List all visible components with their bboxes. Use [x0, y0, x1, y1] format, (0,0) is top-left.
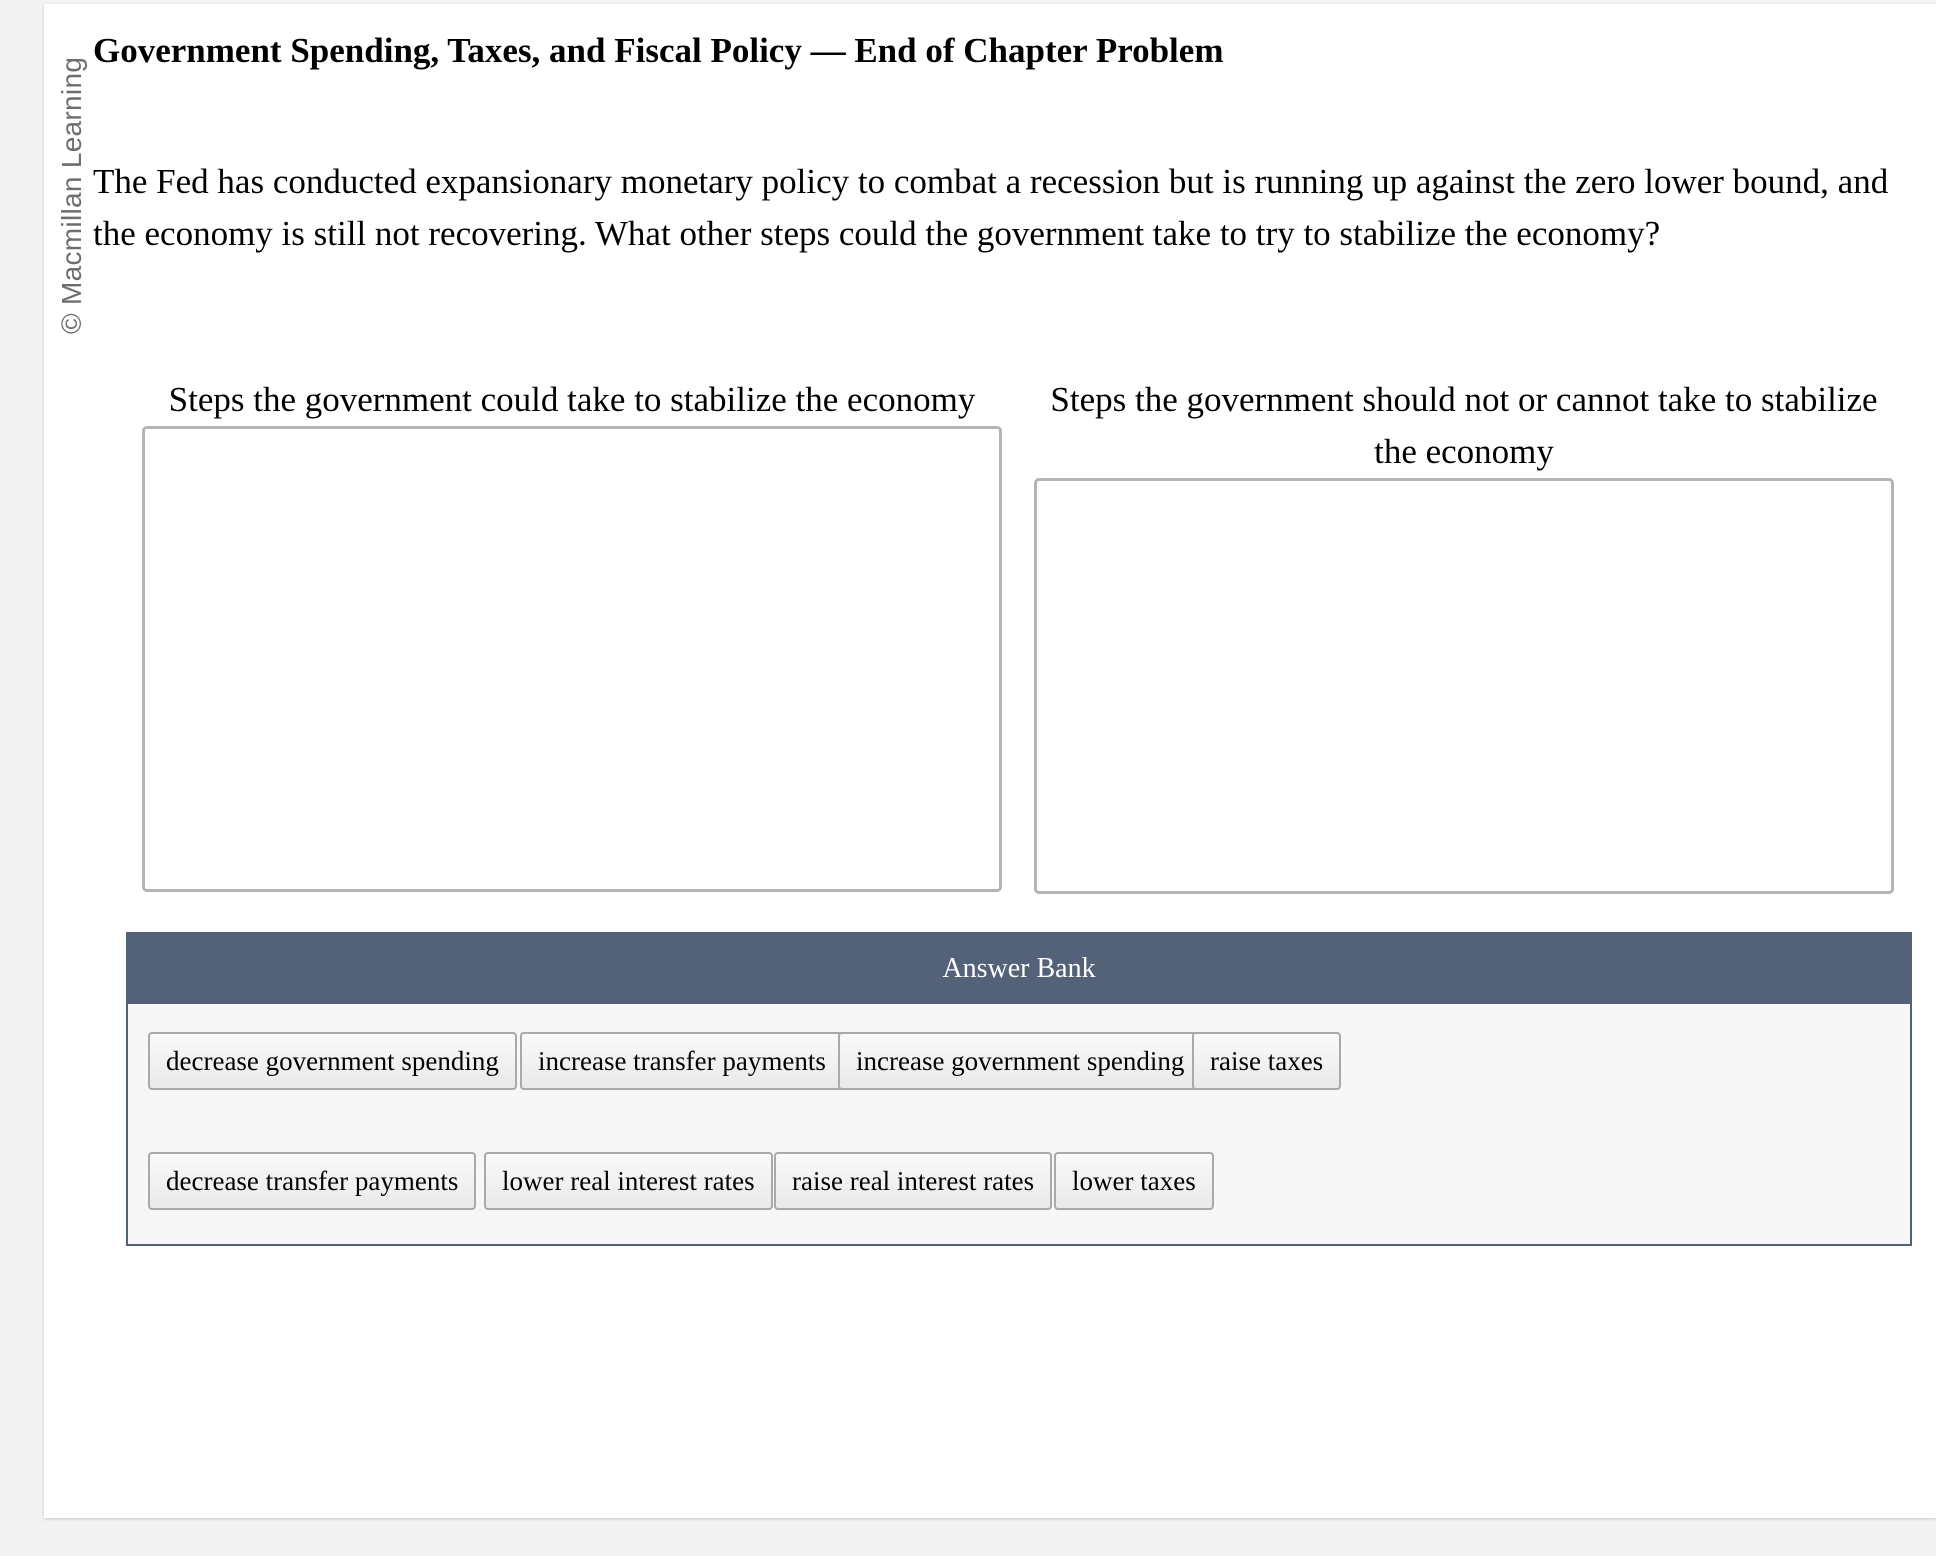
- page-title: Government Spending, Taxes, and Fiscal Policy — End of Chapter Problem: [93, 31, 1224, 70]
- answer-bank: [126, 932, 1912, 1246]
- copyright-watermark: © Macmillan Learning: [56, 56, 87, 334]
- answer-chip-decrease-government-spending[interactable]: decrease government spending: [148, 1032, 517, 1090]
- drop-zone-cannot: [1034, 374, 1894, 894]
- question-line-1: The Fed has conducted expansionary monetary policy to combat a recession but is running up against the zero lower bound, and: [93, 162, 1889, 201]
- answer-chip-decrease-transfer-payments[interactable]: decrease transfer payments: [148, 1152, 476, 1210]
- answer-chip-lower-taxes[interactable]: lower taxes: [1054, 1152, 1214, 1210]
- problem-page: [44, 4, 1936, 1518]
- answer-chip-raise-taxes[interactable]: raise taxes: [1192, 1032, 1341, 1090]
- drop-zone-could-target[interactable]: [142, 426, 1002, 892]
- drop-zone-cannot-target[interactable]: [1034, 478, 1894, 894]
- answer-bank-body: [128, 1004, 1910, 1246]
- answer-chip-lower-real-interest-rates[interactable]: lower real interest rates: [484, 1152, 773, 1210]
- drop-zone-could: [142, 374, 1002, 892]
- answer-chip-increase-transfer-payments[interactable]: increase transfer payments: [520, 1032, 844, 1090]
- question-text: [93, 156, 1936, 260]
- drop-zone-could-label: Steps the government could take to stabilize the economy: [168, 380, 976, 419]
- question-line-2: the economy is still not recovering. What other steps could the government take to try to stabilize the economy?: [93, 214, 1661, 253]
- answer-chip-raise-real-interest-rates[interactable]: raise real interest rates: [774, 1152, 1052, 1210]
- answer-bank-header: Answer Bank: [128, 934, 1910, 1004]
- drop-zone-cannot-label: Steps the government should not or cannot take to stabilize the economy: [1050, 380, 1878, 471]
- answer-chip-increase-government-spending[interactable]: increase government spending: [838, 1032, 1202, 1090]
